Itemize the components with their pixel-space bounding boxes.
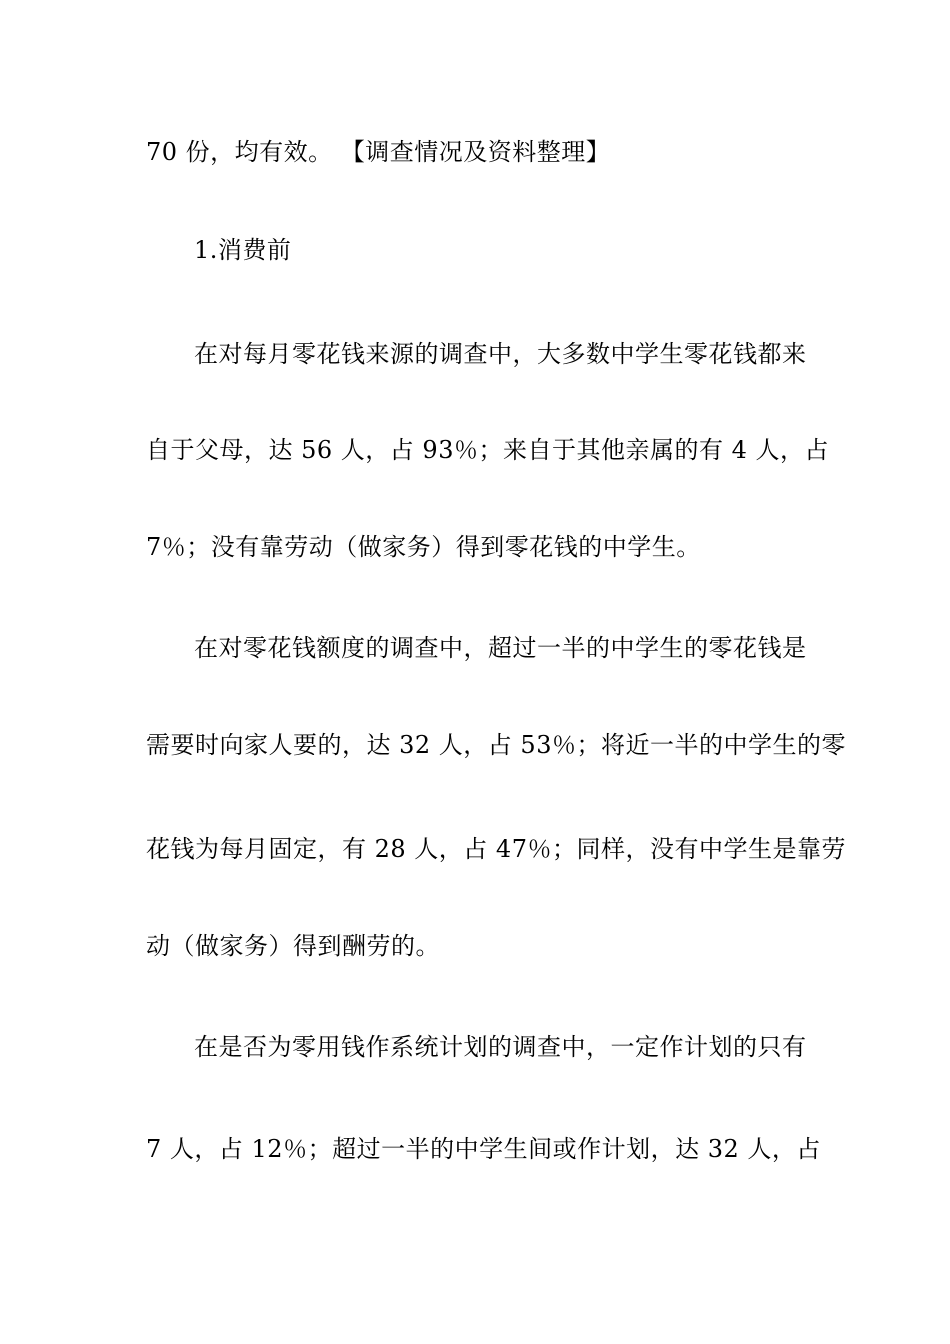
text-line-9: 动（做家务）得到酬劳的。 <box>146 932 440 960</box>
text-line-6: 在对零花钱额度的调查中，超过一半的中学生的零花钱是 <box>194 634 807 662</box>
text-line-5: 7％；没有靠劳动（做家务）得到零花钱的中学生。 <box>146 533 701 561</box>
text-line-3: 在对每月零花钱来源的调查中，大多数中学生零花钱都来 <box>194 340 807 368</box>
text-line-10: 在是否为零用钱作系统计划的调查中，一定作计划的只有 <box>194 1033 807 1061</box>
section-heading: 1.消费前 <box>194 236 292 264</box>
text-line-1: 70 份，均有效。 【调查情况及资料整理】 <box>146 138 611 166</box>
text-line-11: 7 人，占 12％；超过一半的中学生间或作计划，达 32 人，占 <box>146 1135 821 1163</box>
text-line-7: 需要时向家人要的，达 32 人，占 53％；将近一半的中学生的零 <box>146 731 846 759</box>
text-line-4: 自于父母，达 56 人，占 93％；来自于其他亲属的有 4 人，占 <box>146 436 829 464</box>
text-line-8: 花钱为每月固定，有 28 人，占 47％；同样，没有中学生是靠劳 <box>146 835 846 863</box>
